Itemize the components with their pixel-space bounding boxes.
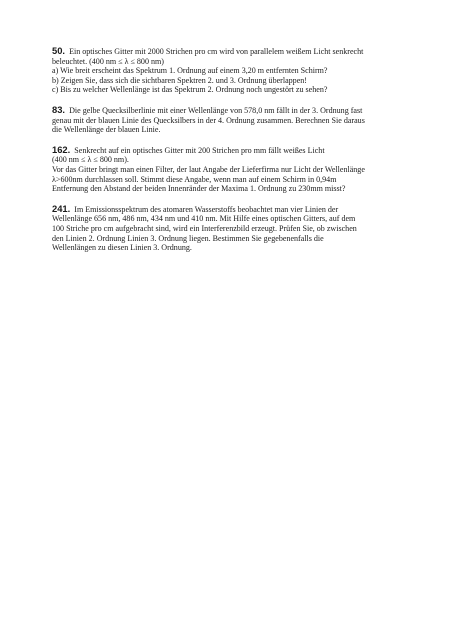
problem-line: den Linien 2. Ordnung Linien 3. Ordnung liegen. Bestimmen Sie gegebenenfalls die (52, 233, 324, 243)
problem-number: 83. (52, 103, 66, 115)
problem-line: beleuchtet. (400 nm ≤ λ ≤ 800 nm) (52, 56, 164, 66)
problem-50 (52, 46, 412, 95)
problem-line: Vor das Gitter bringt man einen Filter, der laut Angabe der Lieferfirma nur Licht der Wellenlänge (52, 164, 365, 174)
problem-line: genau mit der blauen Linie des Quecksilbers in der 4. Ordnung zusammen. Berechnen Sie daraus (52, 115, 365, 125)
problem-line: 100 Striche pro cm aufgebracht sind, wird ein Interferenzbild erzeugt. Prüfen Sie, ob zwischen (52, 223, 357, 233)
problem-number: 241. (52, 202, 71, 214)
problem-number: 162. (52, 143, 71, 155)
problem-line: Wellenlängen zu diesen Linien 3. Ordnung. (52, 243, 192, 253)
problem-line: a) Wie breit erscheint das Spektrum 1. Ordnung auf einem 3,20 m entfernten Schirm? (52, 66, 328, 76)
problem-line: (400 nm ≤ λ ≤ 800 nm). (52, 155, 129, 165)
problem-line: c) Bis zu welcher Wellenlänge ist das Spektrum 2. Ordnung noch ungestört zu sehen? (52, 85, 328, 95)
problem-83 (52, 105, 412, 135)
problem-line: Wellenlänge 656 nm, 486 nm, 434 nm und 410 nm. Mit Hilfe eines optischen Gitters, auf dem (52, 214, 356, 224)
problem-list (52, 46, 412, 263)
problem-line: 83. Die gelbe Quecksilberlinie mit einer Wellenlänge von 578,0 nm fällt in der 3. Ordnung fast (52, 103, 363, 115)
problem-241 (52, 204, 412, 253)
problem-line: Entfernung den Abstand der beiden Innenränder der Maxima 1. Ordnung zu 230mm misst? (52, 184, 346, 194)
problem-line: 241. Im Emissionsspektrum des atomaren Wasserstoffs beobachtet man vier Linien der (52, 202, 339, 214)
problem-line: die Wellenlänge der blauen Linie. (52, 125, 161, 135)
problem-number: 50. (52, 45, 66, 56)
problem-line: b) Zeigen Sie, dass sich die sichtbaren Spektren 2. und 3. Ordnung überlappen! (52, 75, 307, 85)
problem-162 (52, 145, 412, 194)
problem-line: 50. Ein optisches Gitter mit 2000 Strichen pro cm wird von parallelem weißem Licht senkrecht (52, 45, 364, 56)
problem-line: 162. Senkrecht auf ein optisches Gitter mit 200 Strichen pro mm fällt weißes Licht (52, 143, 325, 155)
problem-line: λ>600nm durchlassen soll. Stimmt diese Angabe, wenn man auf einem Schirm in 0,94m (52, 174, 337, 184)
